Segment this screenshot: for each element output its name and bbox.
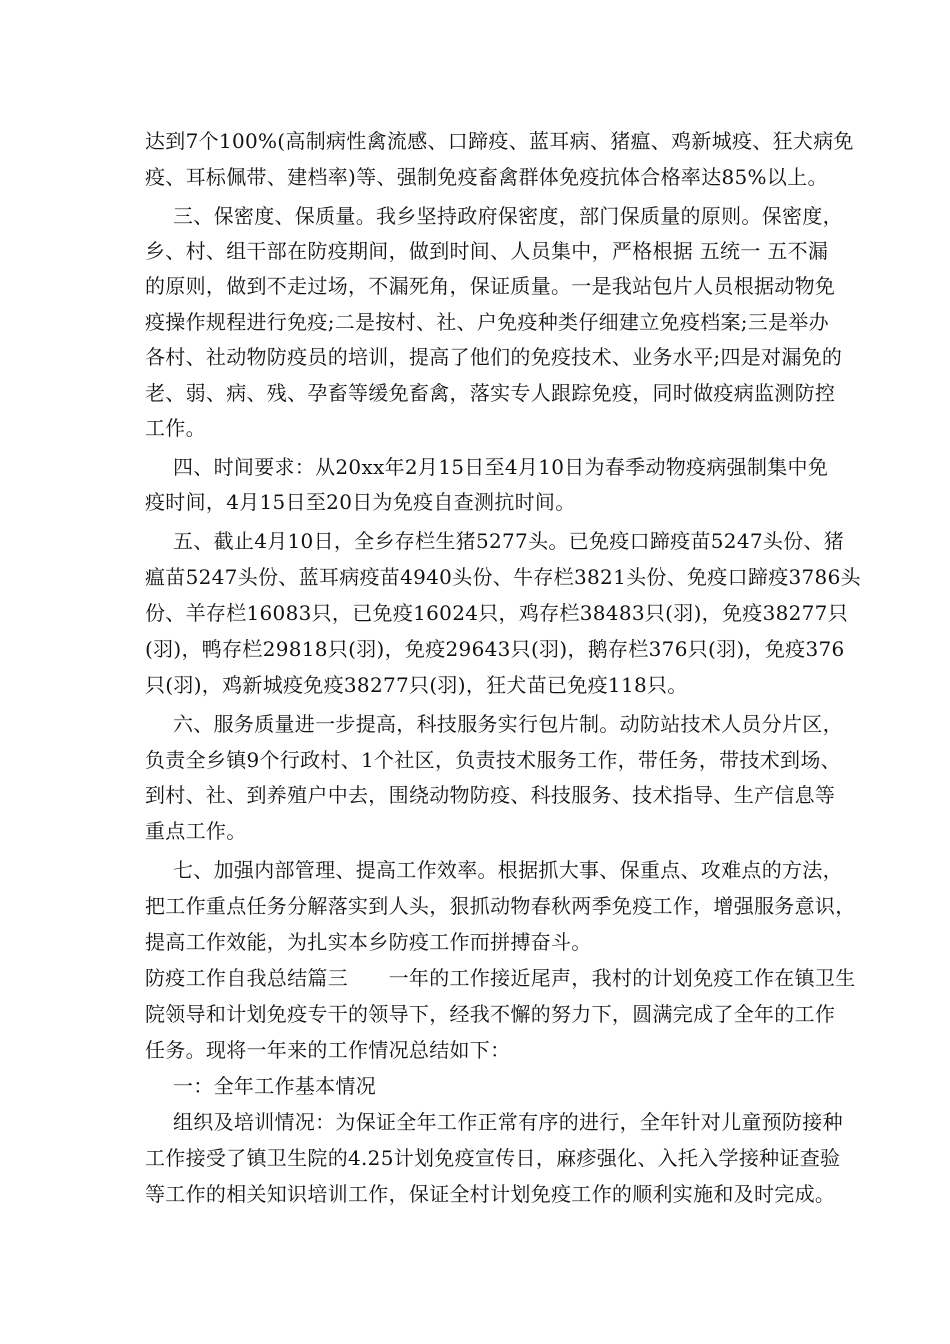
text-line: 老、弱、病、残、孕畜等缓免畜禽，落实专人跟踪免疫，同时做疫病监测防控	[145, 381, 836, 405]
text-line: 达到7个100%(高制病性禽流感、口蹄疫、蓝耳病、猪瘟、鸡新城疫、狂犬病免	[145, 129, 854, 153]
text-line: 重点工作。	[145, 819, 247, 843]
text-line: 把工作重点任务分解落实到人头，狠抓动物春秋两季免疫工作，增强服务意识，	[145, 894, 856, 918]
text-line: 等工作的相关知识培训工作，保证全村计划免疫工作的顺利实施和及时完成。	[145, 1182, 836, 1206]
paragraph-6-start: 六、服务质量进一步提高，科技服务实行包片制。动防站技术人员分片区，	[173, 712, 843, 736]
subheading: 一：全年工作基本情况	[173, 1074, 376, 1098]
paragraph-7-start: 七、加强内部管理、提高工作效率。根据抓大事、保重点、攻难点的方法，	[173, 858, 843, 882]
text-line: 份、羊存栏16083只，已免疫16024只，鸡存栏38483只(羽)，免疫38277只	[145, 601, 848, 625]
text-line: 工作。	[145, 416, 206, 440]
text-line: 的原则，做到不走过场，不漏死角，保证质量。一是我站包片人员根据动物免	[145, 274, 836, 298]
text-line: 疫、耳标佩带、建档率)等、强制免疫畜禽群体免疫抗体合格率达85%以上。	[145, 165, 828, 189]
text-line: 乡、村、组干部在防疫期间，做到时间、人员集中，严格根据 五统一 五不漏	[145, 239, 829, 263]
text-line: 到村、社、到养殖户中去，围绕动物防疫、科技服务、技术指导、生产信息等	[145, 783, 836, 807]
text-line: 疫时间，4月15日至20日为免疫自查测抗时间。	[145, 490, 576, 514]
paragraph-5-start: 五、截止4月10日，全乡存栏生猪5277头。已免疫口蹄疫苗5247头份、猪	[173, 529, 845, 553]
text-line: 疫操作规程进行免疫;二是按村、社、户免疫种类仔细建立免疫档案;三是举办	[145, 310, 829, 334]
paragraph-training-start: 组织及培训情况：为保证全年工作正常有序的进行，全年针对儿童预防接种	[173, 1110, 843, 1134]
section-heading-line: 防疫工作自我总结篇三 一年的工作接近尾声，我村的计划免疫工作在镇卫生	[145, 966, 856, 990]
text-line: 提高工作效能，为扎实本乡防疫工作而拼搏奋斗。	[145, 930, 592, 954]
text-line: 工作接受了镇卫生院的4.25计划免疫宣传日，麻疹强化、入托入学接种证查验	[145, 1146, 841, 1170]
text-line: (羽)，鸭存栏29818只(羽)，免疫29643只(羽)，鹅存栏376只(羽)，免疫376	[145, 637, 845, 661]
paragraph-3-start: 三、保密度、保质量。我乡坚持政府保密度，部门保质量的原则。保密度，	[173, 204, 843, 228]
text-line: 院领导和计划免疫专干的领导下，经我不懈的努力下，圆满完成了全年的工作	[145, 1002, 836, 1026]
text-line: 瘟苗5247头份、蓝耳病疫苗4940头份、牛存栏3821头份、免疫口蹄疫3786头	[145, 565, 861, 589]
text-line: 任务。现将一年来的工作情况总结如下：	[145, 1038, 511, 1062]
text-line: 只(羽)，鸡新城疫免疫38277只(羽)，狂犬苗已免疫118只。	[145, 673, 688, 697]
text-line: 负责全乡镇9个行政村、1个社区，负责技术服务工作，带任务，带技术到场、	[145, 748, 841, 772]
paragraph-4-start: 四、时间要求：从20xx年2月15日至4月10日为春季动物疫病强制集中免	[173, 455, 829, 479]
text-line: 各村、社动物防疫员的培训，提高了他们的免疫技术、业务水平;四是对漏免的	[145, 345, 843, 369]
